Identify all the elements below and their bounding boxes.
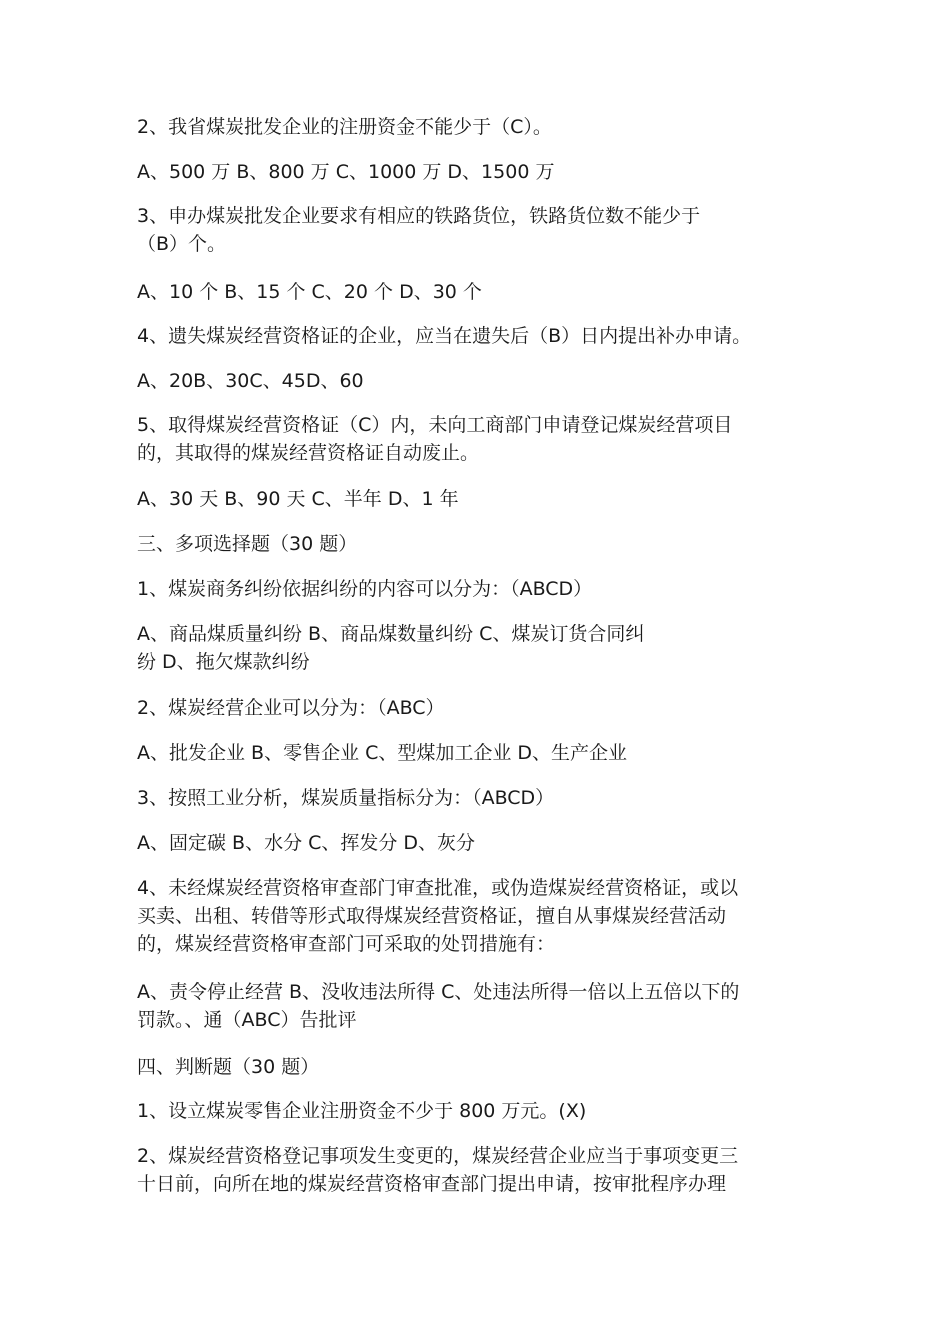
question-4-multiple-options — [137, 978, 817, 1034]
text-line: 四、判断题（30 题） — [137, 1056, 320, 1078]
question-4-multiple-choice — [137, 874, 817, 958]
text-line: A、商品煤质量纠纷 B、商品煤数量纠纷 C、煤炭订货合同纠 — [137, 623, 645, 645]
question-4-options — [137, 367, 817, 395]
text-line: 4、未经煤炭经营资格审查部门审查批准，或伪造煤炭经营资格证，或以 — [137, 877, 739, 899]
question-2-judgement — [137, 1142, 817, 1198]
section-heading-judgement — [137, 1053, 817, 1081]
text-line: 1、煤炭商务纠纷依据纠纷的内容可以分为：（ABCD） — [137, 578, 593, 600]
question-5-single-choice — [137, 411, 817, 467]
text-line: 5、取得煤炭经营资格证（C）内，未向工商部门申请登记煤炭经营项目 — [137, 414, 733, 436]
text-line: 纷 D、拖欠煤款纠纷 — [137, 651, 310, 673]
question-1-multiple-choice — [137, 575, 817, 603]
text-line: 2、我省煤炭批发企业的注册资金不能少于（C）。 — [137, 116, 552, 138]
text-line: 罚款。、通（ABC）告批评 — [137, 1009, 357, 1031]
question-3-single-choice — [137, 202, 817, 258]
text-line: 2、煤炭经营企业可以分为：（ABC） — [137, 697, 445, 719]
question-5-options — [137, 485, 817, 513]
text-line: 的，煤炭经营资格审查部门可采取的处罚措施有： — [137, 933, 556, 955]
text-line: A、责令停止经营 B、没收违法所得 C、处违法所得一倍以上五倍以下的 — [137, 981, 740, 1003]
question-1-multiple-options — [137, 620, 817, 676]
question-2-multiple-choice — [137, 694, 817, 722]
text-line: A、500 万 B、800 万 C、1000 万 D、1500 万 — [137, 161, 555, 183]
text-line: 2、煤炭经营资格登记事项发生变更的，煤炭经营企业应当于事项变更三 — [137, 1145, 739, 1167]
text-line: 买卖、出租、转借等形式取得煤炭经营资格证，擅自从事煤炭经营活动 — [137, 905, 727, 927]
text-line: （B）个。 — [137, 233, 227, 255]
question-2-single-choice — [137, 113, 817, 141]
text-line: A、批发企业 B、零售企业 C、型煤加工企业 D、生产企业 — [137, 742, 628, 764]
text-line: 4、遗失煤炭经营资格证的企业，应当在遗失后（B）日内提出补办申请。 — [137, 325, 752, 347]
question-3-multiple-choice — [137, 784, 817, 812]
text-line: A、固定碳 B、水分 C、挥发分 D、灰分 — [137, 832, 476, 854]
text-line: 1、设立煤炭零售企业注册资金不少于 800 万元。(X) — [137, 1100, 587, 1122]
question-3-multiple-options — [137, 829, 817, 857]
question-2-multiple-options — [137, 739, 817, 767]
question-2-options — [137, 158, 817, 186]
question-3-options — [137, 278, 817, 306]
text-line: A、20B、30C、45D、60 — [137, 370, 364, 392]
text-line: 3、按照工业分析，煤炭质量指标分为：（ABCD） — [137, 787, 555, 809]
text-line: 三、多项选择题（30 题） — [137, 533, 358, 555]
section-heading-multiple-choice — [137, 530, 817, 558]
question-4-single-choice — [137, 322, 817, 350]
text-line: 十日前，向所在地的煤炭经营资格审查部门提出申请，按审批程序办理 — [137, 1173, 727, 1195]
text-line: 3、申办煤炭批发企业要求有相应的铁路货位，铁路货位数不能少于 — [137, 205, 701, 227]
text-line: 的，其取得的煤炭经营资格证自动废止。 — [137, 442, 480, 464]
text-line: A、30 天 B、90 天 C、半年 D、1 年 — [137, 488, 459, 510]
question-1-judgement — [137, 1097, 817, 1125]
text-line: A、10 个 B、15 个 C、20 个 D、30 个 — [137, 281, 482, 303]
